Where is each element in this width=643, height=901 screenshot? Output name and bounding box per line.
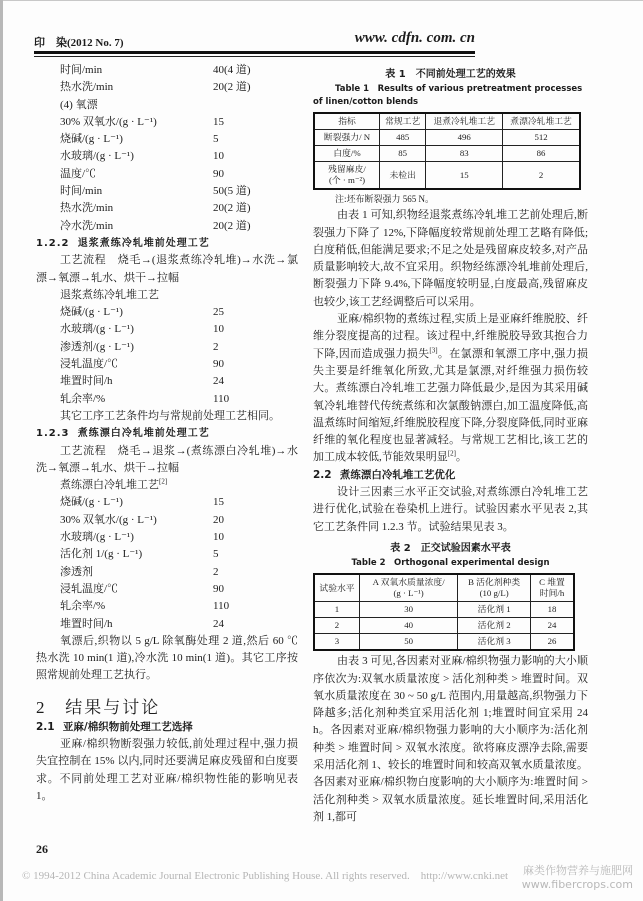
param-value: 10 <box>213 323 224 336</box>
param-value: 20(2 道) <box>213 81 251 94</box>
param-row <box>36 391 298 408</box>
section-title: 结果与讨论 <box>65 697 161 717</box>
table-cell: 18 <box>531 602 575 618</box>
paragraph: 亚麻/棉织物断裂强力较低,前处理过程中,强力损失宜控制在 15% 以内,同时还要满足麻皮残留和白度要求。不同前处理工艺对亚麻/棉织物性能的影响见表 1。 <box>36 737 298 802</box>
param-label: 堆置时间/h <box>60 617 113 630</box>
table-header-cell: 常规工艺 <box>380 113 426 130</box>
param-row <box>36 183 298 200</box>
param-label: 轧余率/% <box>60 392 106 405</box>
param-label: 水玻璃/(g · L⁻¹) <box>60 531 134 544</box>
param-value: 25 <box>213 306 224 319</box>
param-value: 15 <box>213 115 224 128</box>
section-note: 氧漂后,织物以 5 g/L 除氧酶处理 2 道,然后 60 ℃ 热水洗 10 min(1 道),冷水洗 10 min(1 道)。其它工序按照常规前处理工艺执行。 <box>36 634 298 682</box>
table-header-cell: A 双氧水质量浓度/ (g · L⁻¹) <box>360 574 458 602</box>
table-header-cell: 退煮冷轧堆工艺 <box>426 113 503 130</box>
page-left-edge <box>0 0 3 901</box>
table-cell: 512 <box>503 130 580 146</box>
section-note: 其它工序工艺条件均与常规前处理工艺相同。 <box>60 409 280 422</box>
param-label: 热水洗/min <box>60 81 114 94</box>
param-label: 水玻璃/(g · L⁻¹) <box>60 150 134 163</box>
table-cell: 40 <box>360 618 458 634</box>
param-label: 热水洗/min <box>60 202 114 215</box>
table-cell: 残留麻皮/ (个 · m⁻²) <box>314 162 380 190</box>
param-row <box>36 529 298 546</box>
param-row <box>36 356 298 373</box>
table-cell: 86 <box>503 146 580 162</box>
param-row <box>36 148 298 165</box>
param-value: 90 <box>213 167 224 180</box>
table1-caption-en: Table 1 Results of various pretreatment processes of linen/cotton blends <box>313 84 583 108</box>
table1-note: 注:坯布断裂强力 565 N。 <box>335 194 435 205</box>
param-row <box>36 79 298 96</box>
param-label: 渗透剂/(g · L⁻¹) <box>60 340 134 353</box>
table-cell: 83 <box>426 146 503 162</box>
process-subtitle <box>36 477 298 494</box>
page-top-edge <box>0 0 643 1</box>
param-value: 5 <box>213 548 219 561</box>
section-number: 1.2.3 <box>36 428 70 440</box>
table1-caption-cn: 表 1 不同前处理工艺的效果 <box>385 69 516 80</box>
section-title: 煮练漂白冷轧堆前处理工艺 <box>77 428 210 440</box>
param-row <box>36 598 298 615</box>
param-label: 烧碱/(g · L⁻¹) <box>60 133 123 146</box>
table1 <box>313 112 581 190</box>
param-value: 110 <box>213 392 230 405</box>
param-label: 烧碱/(g · L⁻¹) <box>60 496 123 509</box>
process-subtitle: 退浆煮练冷轧堆工艺 <box>60 288 159 301</box>
table-header-cell: 试验水平 <box>314 574 360 602</box>
table-cell: 2 <box>314 618 360 634</box>
param-label: 烧碱/(g · L⁻¹) <box>60 306 123 319</box>
param-label: 渗透剂 <box>60 565 93 578</box>
table2-caption-en: Table 2 Orthogonal experimental design <box>351 558 550 569</box>
param-row <box>36 373 298 390</box>
paragraph: 由表 1 可知,织物经退浆煮练冷轧堆工艺前处理后,断裂强力下降了 12%,下降幅度较常规前处理工艺略有降低;白度稍低,但能满足要求;不足之处是残留麻皮较多,对产品质量影响较大,故不宜采用。织物经练漂冷轧堆前处理后,断裂强力下降 9.4%,下降幅度较明显,白度最高,残留麻皮也较少,该工艺经调整后可以采用。 <box>313 209 588 308</box>
paragraph-text: 。 <box>455 451 467 464</box>
param-value: 10 <box>213 531 224 544</box>
section-title: 退浆煮练冷轧堆前处理工艺 <box>77 237 210 249</box>
param-value: 90 <box>213 582 224 595</box>
journal-issue: 印 染(2012 No. 7) <box>34 37 124 49</box>
table-cell: 白度/% <box>314 146 380 162</box>
param-row <box>36 494 298 511</box>
section-number: 1.2.2 <box>36 237 70 249</box>
right-column <box>313 62 588 826</box>
table-cell: 30 <box>360 602 458 618</box>
param-label: 堆置时间/h <box>60 375 113 388</box>
table-row <box>314 162 580 190</box>
header-rule-thick <box>34 51 475 54</box>
param-label: 活化剂 1/(g · L⁻¹) <box>60 548 143 561</box>
section-heading-2 <box>36 697 298 719</box>
param-row <box>36 564 298 581</box>
header-rule-thin <box>34 56 475 57</box>
table-cell: 26 <box>531 634 575 651</box>
section-heading-2-2 <box>313 467 588 484</box>
param-value: 2 <box>213 340 219 353</box>
section-title: 煮练漂白冷轧堆工艺优化 <box>339 468 456 481</box>
section-number: 2.1 <box>36 720 55 733</box>
param-row <box>36 304 298 321</box>
param-row <box>36 166 298 183</box>
table-header-cell: 煮漂冷轧堆工艺 <box>503 113 580 130</box>
table-row <box>314 634 574 651</box>
table2 <box>313 573 575 651</box>
table-header-row <box>314 574 574 602</box>
param-value: 10 <box>213 150 224 163</box>
param-row <box>36 62 298 79</box>
section-heading-1-2-2 <box>36 235 298 252</box>
param-value: 20 <box>213 513 224 526</box>
param-value: 2 <box>213 565 219 578</box>
param-label: 浸轧温度/℃ <box>60 582 119 595</box>
param-row <box>36 581 298 598</box>
table-header-cell: B 活化剂种类 (10 g/L) <box>458 574 531 602</box>
left-column <box>36 62 298 805</box>
table-cell: 未检出 <box>380 162 426 190</box>
table-cell: 3 <box>314 634 360 651</box>
table-cell: 1 <box>314 602 360 618</box>
table-row <box>314 602 574 618</box>
table-header-cell: 指标 <box>314 113 380 130</box>
paragraph-text: 亚麻/棉织物的煮练过程,实质上是亚麻纤维脱胶、纤维分裂度提高的过程。该过程中,纤维脱胶导致其抱合力下降,因而造成强力损失 <box>313 313 588 360</box>
citation-ref[interactable]: [2] <box>447 449 456 458</box>
copyright-notice: © 1994-2012 China Academic Journal Electronic Publishing House. All rights reserved. http://www.cnki.net <box>22 870 509 882</box>
table-cell: 24 <box>531 618 575 634</box>
table-cell: 2 <box>503 162 580 190</box>
param-label: 30% 双氧水/(g · L⁻¹) <box>60 513 157 526</box>
param-label: 轧余率/% <box>60 600 106 613</box>
section-title: 亚麻/棉织物前处理工艺选择 <box>62 720 193 733</box>
table-header-row <box>314 113 580 130</box>
param-row <box>36 546 298 563</box>
paragraph <box>313 311 588 467</box>
section-number: 2 <box>36 697 47 717</box>
param-value: 5 <box>213 133 219 146</box>
table2-caption-cn: 表 2 正交试验因素水平表 <box>390 542 511 554</box>
process-flow: 工艺流程 烧毛→(退浆煮练冷轧堆)→水洗→氯漂→氧漂→轧水、烘干→拉幅 <box>36 254 298 284</box>
param-row <box>36 200 298 217</box>
oxygen-bleach-title: (4) 氧漂 <box>60 98 98 111</box>
param-row <box>36 114 298 131</box>
citation-ref[interactable]: [2] <box>159 477 168 486</box>
process-flow: 工艺流程 烧毛→退浆→(煮练漂白冷轧堆)→水洗→氧漂→轧水、烘干→拉幅 <box>36 444 298 474</box>
page-number: 26 <box>36 842 48 856</box>
section-heading-1-2-3 <box>36 425 298 442</box>
param-row <box>36 512 298 529</box>
table-cell: 活化剂 3 <box>458 634 531 651</box>
watermark <box>522 864 633 892</box>
table-cell: 85 <box>380 146 426 162</box>
table-cell: 485 <box>380 130 426 146</box>
watermark-url: www.fibercrops.com <box>521 878 633 891</box>
section-heading-2-1 <box>36 719 298 736</box>
param-value: 15 <box>213 496 224 509</box>
table-cell: 活化剂 2 <box>458 618 531 634</box>
param-label: 冷水洗/min <box>60 219 114 232</box>
param-label: 时间/min <box>60 185 103 198</box>
param-value: 24 <box>213 375 224 388</box>
param-label: 温度/℃ <box>60 167 97 180</box>
param-value: 110 <box>213 600 230 613</box>
param-value: 40(4 道) <box>213 64 251 76</box>
table-row <box>314 618 574 634</box>
process-subtitle-text: 煮练漂白冷轧堆工艺 <box>60 479 159 492</box>
param-label: 浸轧温度/℃ <box>60 358 119 371</box>
table-cell: 496 <box>426 130 503 146</box>
param-row <box>36 616 298 633</box>
section-number: 2.2 <box>313 468 332 481</box>
journal-url[interactable]: www. cdfn. com. cn <box>354 30 475 46</box>
citation-ref[interactable]: [3] <box>429 346 438 355</box>
table-header-cell: C 堆置 时间/h <box>531 574 575 602</box>
param-row <box>36 218 298 235</box>
param-value: 90 <box>213 358 224 371</box>
param-row <box>36 131 298 148</box>
param-label: 时间/min <box>60 64 103 76</box>
paragraph: 设计三因素三水平正交试验,对煮练漂白冷轧堆工艺进行优化,试验在卷染机上进行。试验因素水平见表 2,其它工艺条件同 1.2.3 节。试验结果见表 3。 <box>313 486 588 533</box>
param-row <box>36 321 298 338</box>
table-cell: 50 <box>360 634 458 651</box>
param-label: 水玻璃/(g · L⁻¹) <box>60 323 134 336</box>
paragraph-text: 。在氯漂和氧漂工序中,强力损失主要是纤维氧化所致,尤其是氯漂,对纤维强力损伤较大。煮练漂白冷轧堆工艺强力降低最少,是因为其采用碱氧冷轧堆替代传统煮练和次氯酸钠漂白,加工温度降低,高温煮练时间缩短,纤维脱胶程度下降,分裂度降低,同时亚麻纤维的氧化程度也显著减轻。与常规工艺相比,该工艺的加工成本较低,节能效果明显 <box>313 347 589 464</box>
param-value: 20(2 道) <box>213 219 251 232</box>
paragraph: 由表 3 可见,各因素对亚麻/棉织物强力影响的大小顺序依次为:双氧水质量浓度 > 活化剂种类 > 堆置时间。双氧水质量浓度在 30 ~ 50 g/L 范围内,用量越高,织物强力下降越多;活化剂种类宜采用活化剂 1;堆置时间宜采用 24 h。各因素对亚麻/棉织物强力影响的大小顺序为:活化剂种类 > 堆置时间 > 双氧水浓度。欲将麻皮漂净去除,需要采用活化剂 1、较长的堆置时间和较高双氧水质量浓度。各因素对亚麻/棉织物白度影响的大小顺序为:堆置时间 > 活化剂种类 > 双氧水质量浓度。延长堆置时间,采用活化剂 1,都可 <box>313 655 588 823</box>
table-cell: 15 <box>426 162 503 190</box>
table-row <box>314 146 580 162</box>
table-cell: 断裂强力/ N <box>314 130 380 146</box>
param-value: 20(2 道) <box>213 202 251 215</box>
watermark-cn: 麻类作物营养与施肥网 <box>523 864 633 877</box>
param-label: 30% 双氧水/(g · L⁻¹) <box>60 115 157 128</box>
param-value: 24 <box>213 617 224 630</box>
table-cell: 活化剂 1 <box>458 602 531 618</box>
param-row <box>36 339 298 356</box>
table-row <box>314 130 580 146</box>
param-value: 50(5 道) <box>213 185 251 198</box>
